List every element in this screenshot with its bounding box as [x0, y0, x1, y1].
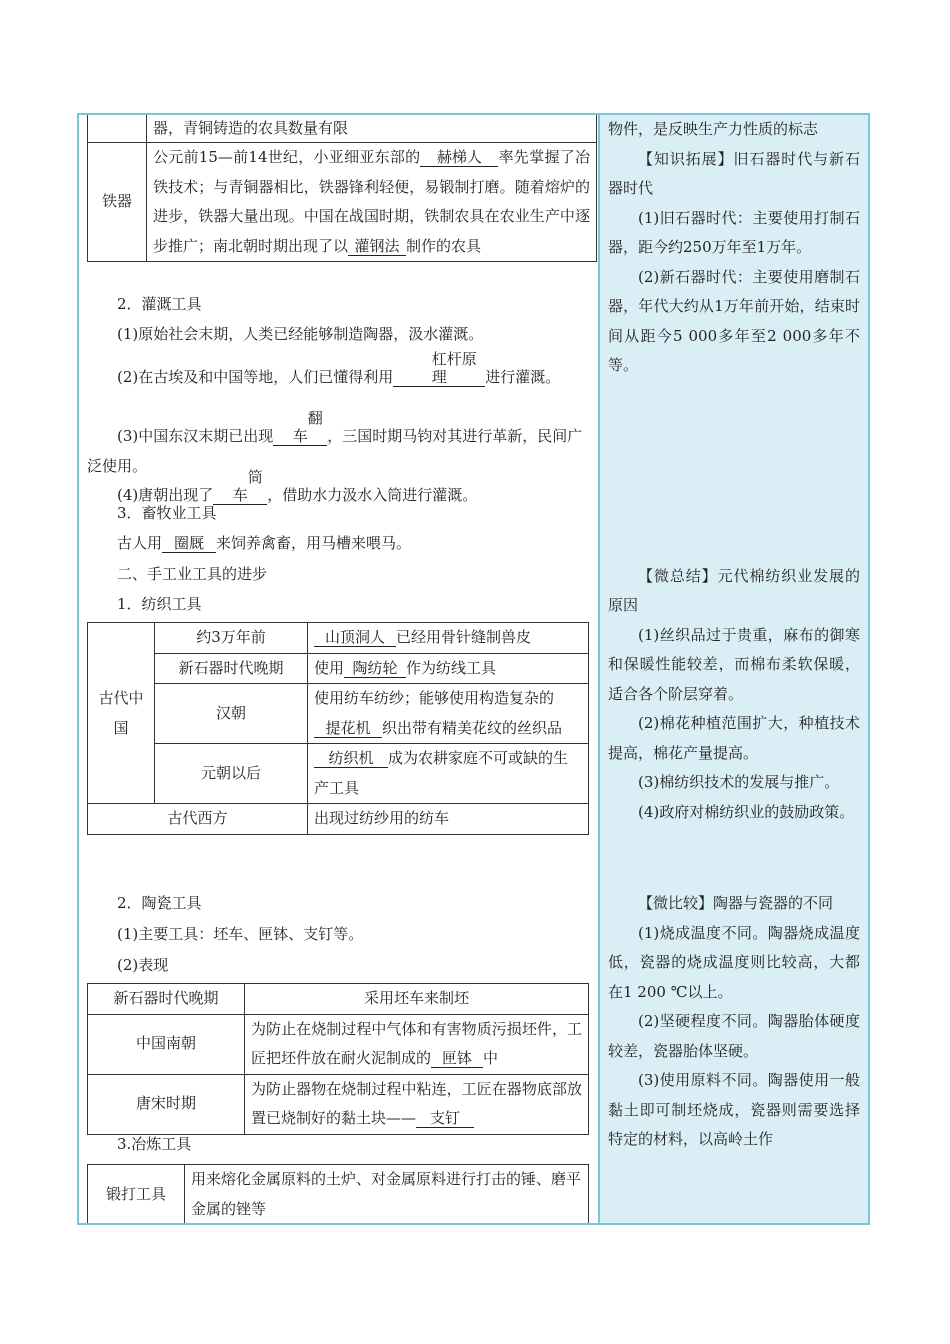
answer-blank: 陶纺轮 — [344, 659, 406, 678]
note-text: (3)棉纺织技术的发展与推广。 — [638, 773, 840, 791]
section-heading: 3.冶炼工具 — [117, 1135, 192, 1153]
ceramic-table — [87, 983, 589, 1135]
table-row — [88, 804, 589, 835]
table-row — [88, 115, 597, 143]
table-cell: 采用坯车来制坯 — [245, 984, 589, 1015]
textile-table — [87, 622, 589, 835]
era-cell: 汉朝 — [155, 684, 308, 744]
table-row — [88, 1014, 589, 1074]
era-cell: 约3万年前 — [155, 623, 308, 654]
section-heading: 二、手工业工具的进步 — [117, 565, 268, 583]
paragraph: (3)中国东汉末期已出现翻车 ，三国时期马钧对其进行革新，民间广泛使用。 — [87, 409, 583, 475]
answer-blank: 支钉 — [416, 1109, 474, 1128]
table-cell: 器，青铜铸造的农具数量有限 — [147, 115, 597, 143]
note-heading: 【知识拓展】旧石器时代与新石器时代 — [608, 149, 860, 197]
era-cell: 新石器时代晚期 — [88, 984, 245, 1015]
answer-blank: 赫梯人 — [420, 148, 498, 167]
sidebar-notes — [598, 115, 868, 1223]
table-cell: 出现过纺纱用的纺车 — [308, 804, 589, 835]
answer-blank: 筒车 — [213, 468, 267, 505]
note-text: (2)新石器时代：主要使用磨制石器，年代大约从1万年前开始，结束时间从距今5 000多年至2 000多年不等。 — [608, 267, 860, 374]
section-heading: 3．畜牧业工具 — [117, 504, 217, 522]
table-cell: 用来熔化金属原料的土炉、对金属原料进行打击的锤、磨平金属的锉等 — [185, 1165, 589, 1224]
main-column — [79, 115, 597, 1223]
paragraph: (2)表现 — [117, 956, 169, 974]
table-cell: 使用 陶纺轮 作为纺线工具 — [308, 653, 589, 684]
era-cell: 唐宋时期 — [88, 1074, 245, 1134]
note-text: 物件，是反映生产力性质的标志 — [608, 120, 819, 138]
era-cell: 元朝以后 — [155, 744, 308, 804]
table-row — [88, 653, 589, 684]
note-heading: 【微比较】陶器与瓷器的不同 — [638, 894, 834, 912]
paragraph: (2)在古埃及和中国等地，人们已懂得利用杠杆原理 进行灌溉。 — [117, 350, 561, 386]
note-text: (1)烧成温度不同。陶器烧成温度低，瓷器的烧成温度则比较高，大都在1 200 ℃以上。 — [608, 923, 860, 1001]
table-cell: 为防止器物在烧制过程中粘连，工匠在器物底部放置已烧制好的黏土块—— 支钉 — [245, 1074, 589, 1134]
table-cell: 纺织机 成为农耕家庭不可或缺的生产工具 — [308, 744, 589, 804]
paragraph: 古人用 圈厩 来饲养禽畜，用马槽来喂马。 — [117, 534, 412, 552]
table-cell: 使用纺车纺纱；能够使用构造复杂的提花机 织出带有精美花纹的丝织品 — [308, 684, 589, 744]
answer-blank: 匣钵 — [431, 1049, 483, 1068]
paragraph: (1)主要工具：坯车、匣钵、支钉等。 — [117, 925, 364, 943]
answer-blank: 杠杆原理 — [393, 350, 485, 387]
answer-blank: 山顶洞人 — [314, 628, 396, 647]
paragraph: (4)唐朝出现了筒车 ，借助水力汲水入筒进行灌溉。 — [117, 468, 478, 504]
iron-table — [87, 115, 597, 262]
table-cell: 山顶洞人 已经用骨针缝制兽皮 — [308, 623, 589, 654]
note-text: (2)坚硬程度不同。陶器胎体硬度较差，瓷器胎体坚硬。 — [608, 1012, 860, 1060]
group-label: 古代中国 — [88, 623, 155, 804]
answer-blank: 翻车 — [273, 409, 327, 446]
table-row — [88, 143, 597, 262]
answer-blank: 提花机 — [314, 719, 382, 738]
table-cell: 公元前15—前14世纪，小亚细亚东部的 赫梯人 率先掌握了冶铁技术；与青铜器相比，铁器锋利轻便，易锻制打磨。随着熔炉的进步，铁器大量出现。中国在战国时期，铁制农具在农业生产中逐步推广；南北朝时期出现了以 灌钢法 制作的农具 — [147, 143, 597, 262]
table-row — [88, 1165, 589, 1224]
section-heading: 2．陶瓷工具 — [117, 894, 202, 912]
section-heading: 1．纺织工具 — [117, 595, 202, 613]
table-row — [88, 984, 589, 1015]
answer-blank: 灌钢法 — [348, 237, 406, 256]
note-heading: 【微总结】元代棉纺织业发展的原因 — [608, 566, 860, 614]
era-cell: 新石器时代晚期 — [155, 653, 308, 684]
answer-blank: 圈厩 — [162, 534, 216, 553]
table-row — [88, 1074, 589, 1134]
note-text: (4)政府对棉纺织业的鼓励政策。 — [638, 802, 855, 821]
paragraph: (1)原始社会末期，人类已经能够制造陶器，汲水灌溉。 — [117, 325, 484, 343]
row-label: 锻打工具 — [88, 1165, 185, 1224]
table-cell: 为防止在烧制过程中气体和有害物质污损坯件，工匠把坯件放在耐火泥制成的 匣钵 中 — [245, 1014, 589, 1074]
note-text: (1)旧石器时代：主要使用打制石器，距今约250万年至1万年。 — [608, 208, 860, 256]
row-label-iron: 铁器 — [88, 143, 147, 262]
note-text: (2)棉花种植范围扩大，种植技术提高，棉花产量提高。 — [608, 714, 860, 762]
section-heading: 2．灌溉工具 — [117, 295, 202, 313]
note-text: (1)丝织品过于贵重，麻布的御寒和保暖性能较差，而棉布柔软保暖，适合各个阶层穿着。 — [608, 625, 860, 703]
note-text: (3)使用原料不同。陶器使用一般黏土即可制坯烧成，瓷器则需要选择特定的材料，以高岭土作 — [608, 1071, 860, 1148]
table-row — [88, 684, 589, 744]
table-row — [88, 744, 589, 804]
answer-blank: 纺织机 — [314, 749, 388, 768]
smelting-table — [87, 1164, 589, 1223]
era-cell: 中国南朝 — [88, 1014, 245, 1074]
era-cell: 古代西方 — [88, 804, 308, 835]
table-row — [88, 623, 589, 654]
